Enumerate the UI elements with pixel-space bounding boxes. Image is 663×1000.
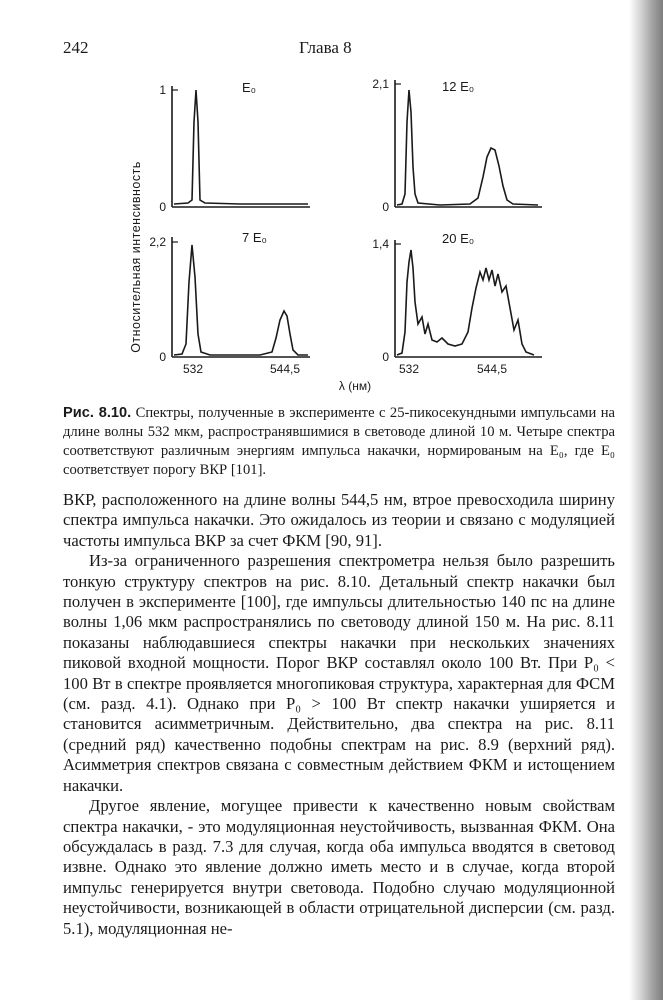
- x-axis-labels: [183, 362, 507, 393]
- page-header: [63, 38, 615, 58]
- panel3-y-zero: 0: [159, 350, 166, 364]
- panel-bottom-right: [372, 231, 542, 364]
- panel3-title: 7 E₀: [242, 230, 267, 245]
- panel4-y-zero: 0: [382, 350, 389, 364]
- panel2-y-zero: 0: [382, 200, 389, 214]
- page-edge-shadow: [629, 0, 663, 1000]
- panel1-y-zero: 0: [159, 200, 166, 214]
- x-tick-5445-left: 544,5: [269, 362, 301, 376]
- x-tick-532-left: 532: [182, 362, 204, 376]
- panel3-y-max: 2,2: [149, 235, 166, 249]
- x-tick-5445-right: 544,5: [476, 362, 508, 376]
- panel-top-left: [159, 80, 310, 214]
- panel2-spectrum: [397, 90, 538, 205]
- panel4-spectrum: [397, 250, 534, 355]
- caption-label: Рис. 8.10.: [63, 405, 132, 421]
- paragraph-1: ВКР, расположенного на длине волны 544,5 нм, втрое превосходила ширину спектра импульса накачки. Это ожидалось из теории и связано с модуляцией частоты импульса ВКР за счет ФКМ [90, 91].: [63, 490, 615, 550]
- y-axis-label: Относительная интенсивность: [129, 161, 143, 353]
- chapter-title: Глава 8: [299, 38, 352, 57]
- panel1-title: E₀: [242, 80, 257, 95]
- paragraph-2: Из-за ограниченного разрешения спектрометра нельзя было разрешить тонкую структуру спектров на рис. 8.10. Детальный спектр накачки был получен в эксперименте [100], где импульсы длительностью 140 пс на длине волны 1,06 мкм распространялись по световоду длиной 150 м. На рис. 8.11 показаны наблюдавшиеся спектры накачки при нескольких значениях пиковой входной мощности. Порог ВКР составлял около 100 Вт. При P₀ < 100 Вт в спектре проявляется многопиковая структура, характерная для ФСМ (см. разд. 4.1). Однако при P₀ > 100 Вт спектр накачки уширяется и становится асимметричным. Действительно, два спектра на рис. 8.11 (средний ряд) качественно подобны спектрам на рис. 8.9 (верхний ряд). Асимметрия спектров связана с совместным действием ФКМ и истощением накачки.: [63, 551, 615, 795]
- panel3-spectrum: [174, 245, 308, 355]
- figure-spectra: [110, 62, 570, 402]
- caption-text: Спектры, полученные в эксперименте с 25-пикосекундными импульсами на длине волны 532 мкм, распространявшимися в световоде длиной 10 м. Четыре спектра соответствуют различным энергиям импульса накачки, нормированым на E₀, где E₀ соответствует порогу ВКР [101].: [63, 405, 615, 478]
- panel1-y-max: 1: [159, 83, 166, 97]
- panel4-y-max: 1,4: [372, 237, 389, 251]
- panel-top-right: [372, 77, 542, 214]
- figure-caption: [63, 404, 615, 480]
- x-tick-532-right: 532: [398, 362, 420, 376]
- paragraph-3: Другое явление, могущее привести к качественно новым свойствам спектра накачки, - это модуляционная неустойчивость, вызванная ФКМ. Она обсуждалась в разд. 7.3 для случая, когда оба импульса вводятся в световод извне. Однако это явление должно иметь место и в случае, когда второй импульс генерируется внутри световода. Подобно случаю модуляционной неустойчивости, возникающей в области отрицательной дисперсии (см. разд. 5.1), модуляционная не-: [63, 796, 615, 938]
- page-number: 242: [63, 38, 89, 57]
- panel2-title: 12 E₀: [442, 79, 475, 94]
- panel4-title: 20 E₀: [442, 231, 475, 246]
- panel1-spectrum: [174, 90, 308, 204]
- panel2-y-max: 2,1: [372, 77, 389, 91]
- panel-bottom-left: [149, 230, 310, 364]
- x-axis-label: λ (нм): [338, 379, 372, 393]
- body-text: [63, 490, 615, 939]
